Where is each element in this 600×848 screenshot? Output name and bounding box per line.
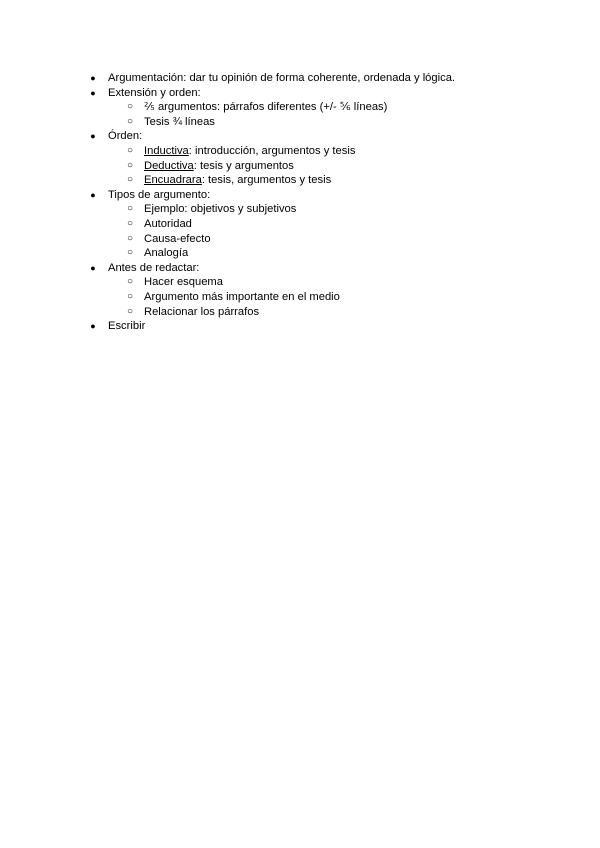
list-item bbox=[88, 188, 455, 203]
sublist-item bbox=[88, 232, 455, 247]
list-item-text: Antes de redactar: bbox=[108, 261, 200, 274]
sublist-item bbox=[88, 217, 455, 232]
sublist-item-text: Hacer esquema bbox=[144, 276, 223, 289]
sublist bbox=[88, 275, 455, 319]
sublist bbox=[88, 100, 455, 129]
sublist-container bbox=[88, 202, 455, 260]
sublist bbox=[88, 144, 455, 188]
underlined-term: Deductiva bbox=[144, 159, 194, 172]
list-item-text: Órden: bbox=[108, 130, 143, 143]
sublist-item-text: Autoridad bbox=[144, 217, 192, 230]
list-item-text: Argumentación: dar tu opinión de forma coherente, ordenada y lógica. bbox=[108, 72, 456, 84]
circle-bullet-icon: ○ bbox=[126, 247, 134, 259]
sublist-item-text: Causa-efecto bbox=[144, 232, 211, 245]
list-item bbox=[88, 319, 455, 334]
bullet-icon: ● bbox=[90, 321, 96, 332]
circle-bullet-icon: ○ bbox=[126, 174, 134, 186]
list-item bbox=[88, 129, 455, 144]
term-description: : tesis, argumentos y tesis bbox=[201, 174, 332, 187]
underlined-term: Encuadrara bbox=[144, 174, 202, 187]
sublist-item bbox=[88, 290, 455, 305]
sublist-item-text: Analogía bbox=[144, 247, 189, 260]
circle-bullet-icon: ○ bbox=[126, 217, 134, 229]
list-item-text: Extensión y orden: bbox=[108, 86, 201, 99]
circle-bullet-icon: ○ bbox=[126, 144, 134, 156]
list-item-text: Tipos de argumento: bbox=[108, 188, 211, 201]
sublist-container bbox=[88, 144, 455, 188]
sublist-item bbox=[88, 144, 455, 159]
sublist-item bbox=[88, 115, 455, 130]
sublist-container bbox=[88, 100, 455, 129]
sublist bbox=[88, 202, 455, 260]
list-item bbox=[88, 86, 455, 101]
sublist-item bbox=[88, 202, 455, 217]
circle-bullet-icon: ○ bbox=[126, 305, 134, 317]
list-item bbox=[88, 261, 455, 276]
sublist-item-text: Argumento más importante en el medio bbox=[144, 290, 340, 303]
circle-bullet-icon: ○ bbox=[126, 276, 134, 288]
sublist-item-text: Ejemplo: objetivos y subjetivos bbox=[144, 203, 297, 216]
sublist-item bbox=[88, 305, 455, 320]
circle-bullet-icon: ○ bbox=[126, 115, 134, 127]
sublist-item-text: Tesis ¾ líneas bbox=[144, 115, 215, 128]
bullet-icon: ● bbox=[90, 262, 96, 273]
circle-bullet-icon: ○ bbox=[126, 101, 134, 113]
bullet-icon: ● bbox=[90, 73, 96, 83]
bullet-icon: ● bbox=[90, 87, 96, 98]
circle-bullet-icon: ○ bbox=[126, 159, 134, 171]
list-item bbox=[88, 71, 455, 86]
sublist-container bbox=[88, 275, 455, 319]
circle-bullet-icon: ○ bbox=[126, 290, 134, 302]
bullet-icon: ● bbox=[90, 189, 96, 200]
sublist-item bbox=[88, 100, 455, 115]
underlined-term: Inductiva bbox=[144, 144, 189, 157]
circle-bullet-icon: ○ bbox=[126, 232, 134, 244]
circle-bullet-icon: ○ bbox=[126, 203, 134, 215]
sublist-item bbox=[88, 246, 455, 261]
sublist-item-text: Relacionar los párrafos bbox=[144, 305, 260, 318]
sublist-item-text: ⅖ argumentos: párrafos diferentes (+/- ⅚ líneas) bbox=[144, 101, 388, 114]
term-description: : tesis y argumentos bbox=[193, 159, 294, 172]
term-description: : introducción, argumentos y tesis bbox=[188, 144, 356, 157]
bullet-icon: ● bbox=[90, 131, 96, 142]
sublist-item bbox=[88, 275, 455, 290]
list-item-text: Escribir bbox=[108, 320, 146, 333]
sublist-item bbox=[88, 159, 455, 174]
sublist-item bbox=[88, 173, 455, 188]
bullet-list bbox=[88, 71, 455, 334]
